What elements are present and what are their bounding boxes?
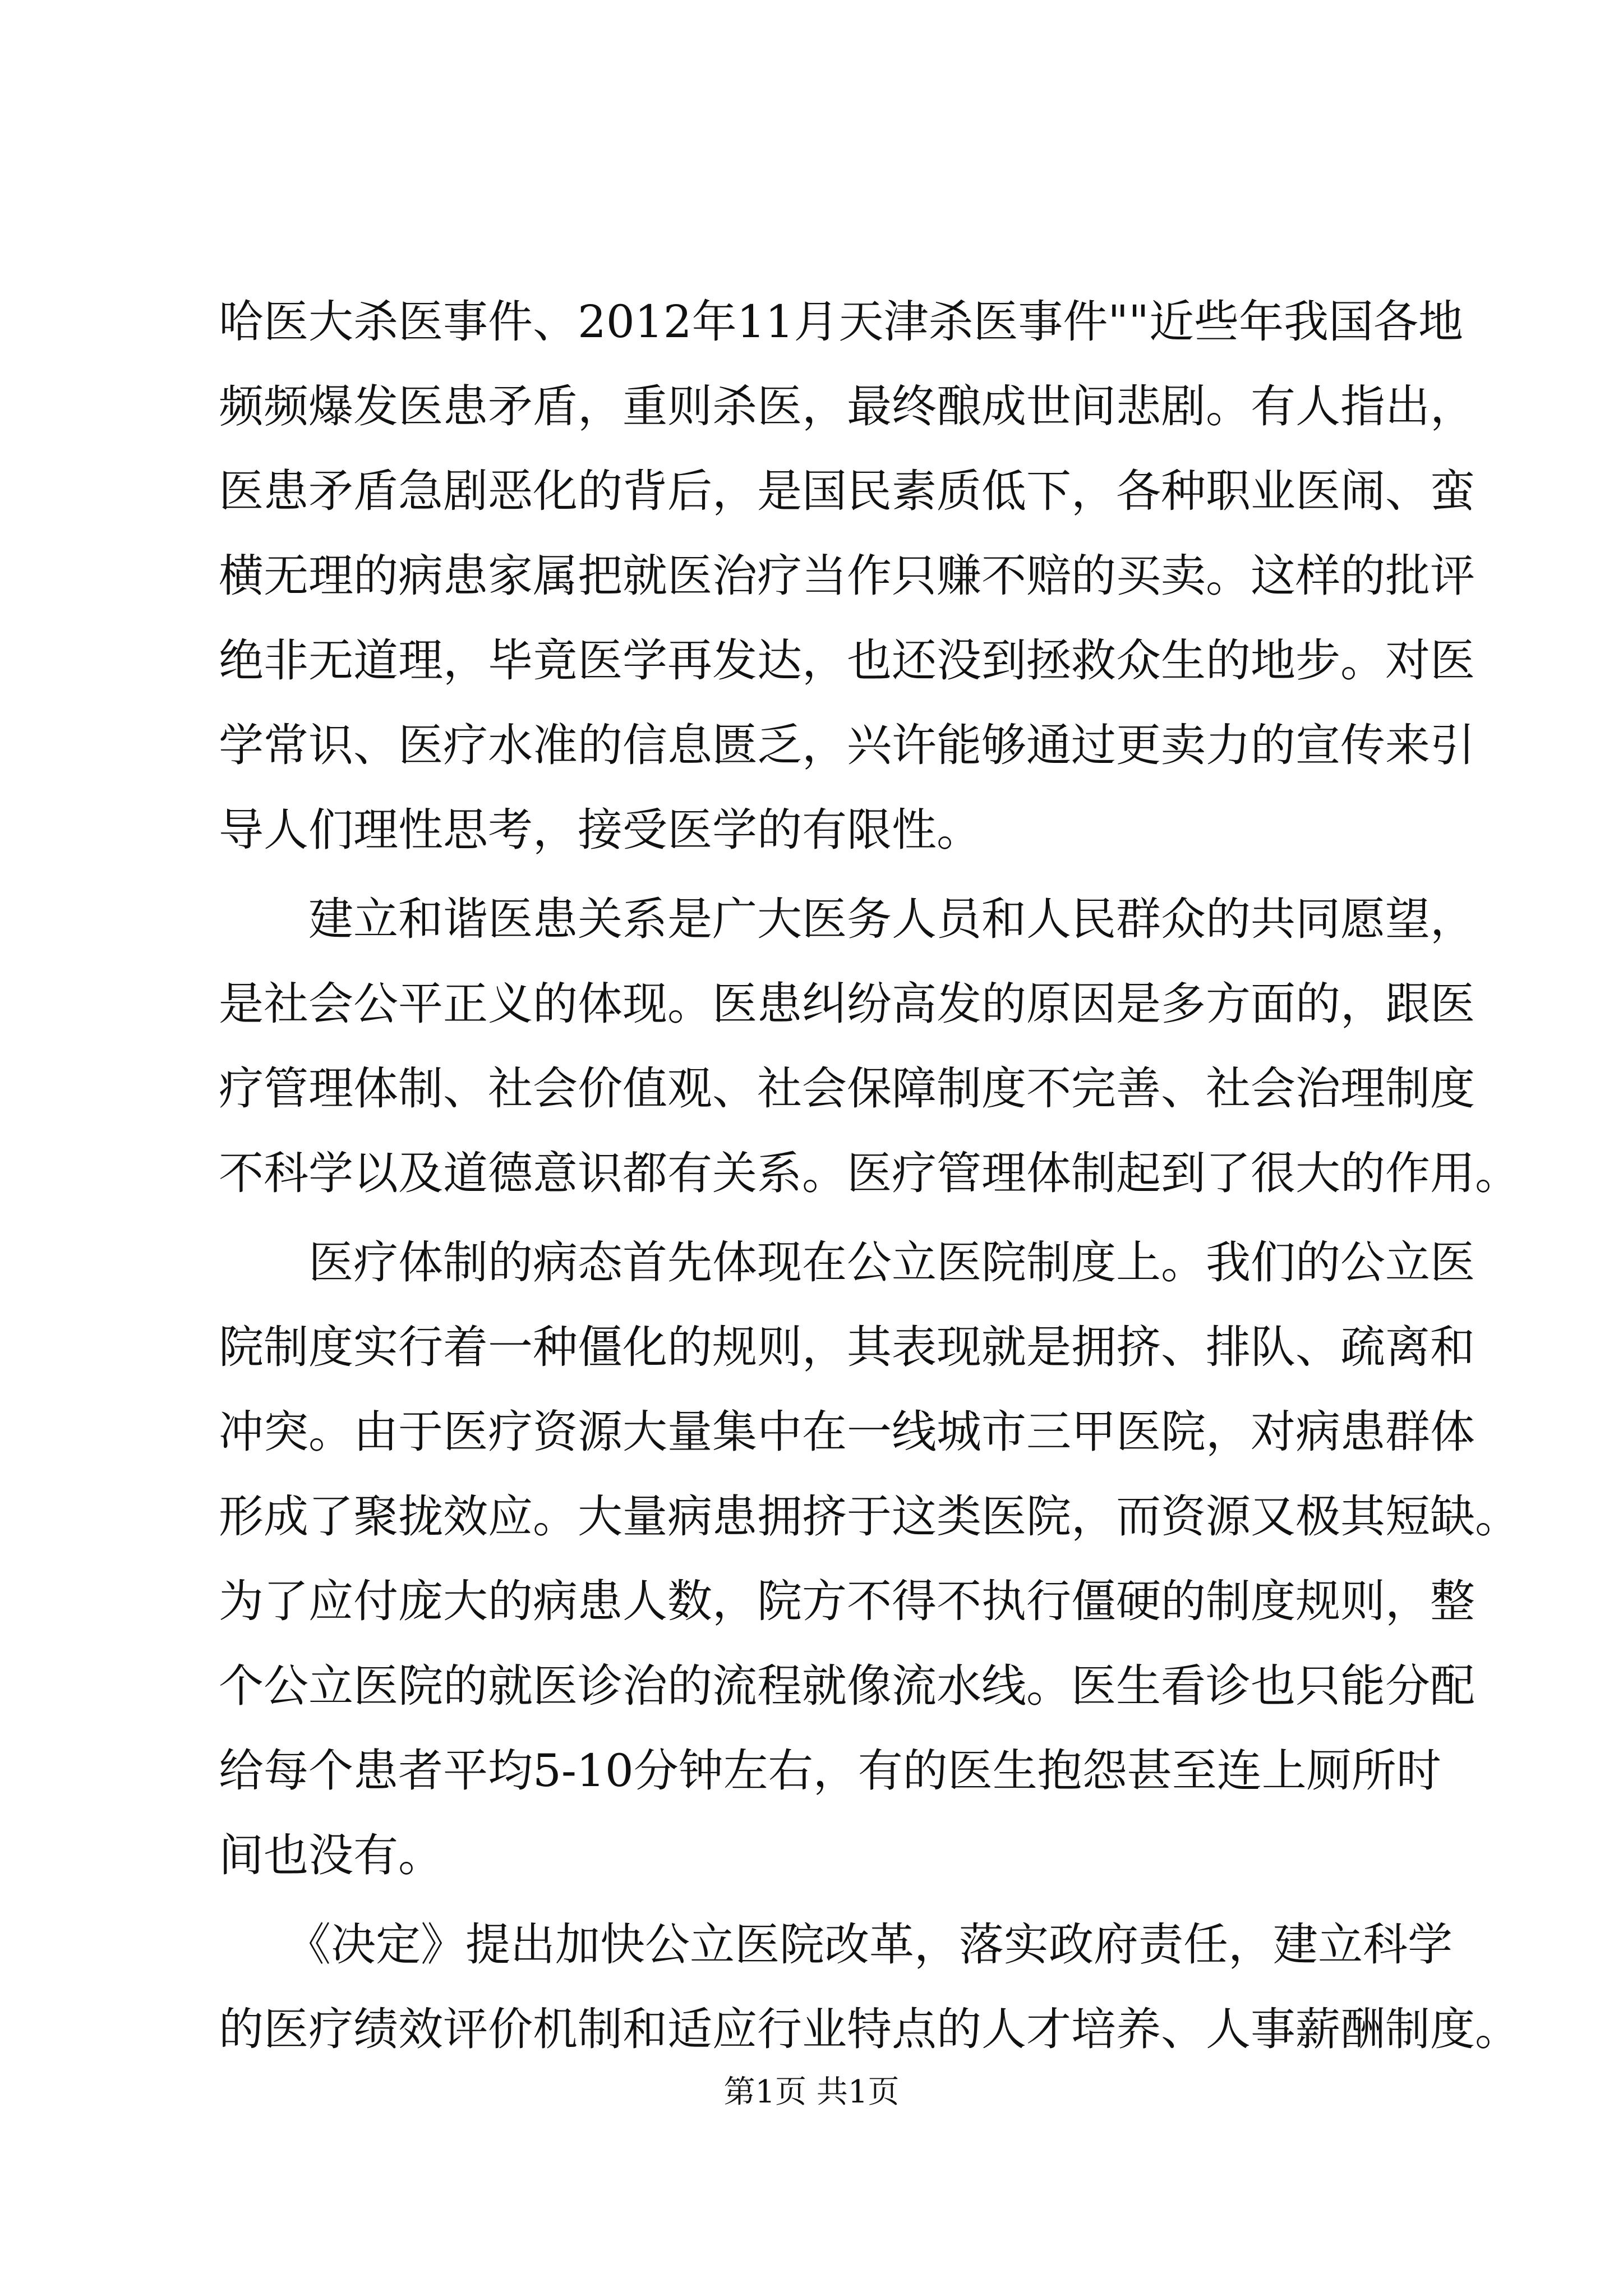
text-line: 哈医大杀医事件、2012年11月天津杀医事件""近些年我国各地 (219, 296, 1463, 348)
text-line: 为了应付庞大的病患人数，院方不得不执行僵硬的制度规则，整 (219, 1575, 1475, 1627)
text-line: 频频爆发医患矛盾，重则杀医，最终酿成世间悲剧。有人指出， (219, 380, 1475, 432)
page-footer: 第1页 共1页 (723, 2074, 900, 2110)
text-line: 是社会公平正义的体现。医患纠纷高发的原因是多方面的，跟医 (219, 978, 1475, 1030)
paragraph (219, 279, 1475, 872)
document-body (219, 279, 1520, 2072)
text-line: 学常识、医疗水准的信息匮乏，兴许能够通过更卖力的宣传来引 (219, 719, 1475, 771)
text-line: 疗管理体制、社会价值观、社会保障制度不完善、社会治理制度 (219, 1062, 1475, 1115)
text-line: 院制度实行着一种僵化的规则，其表现就是拥挤、排队、疏离和 (219, 1321, 1475, 1373)
text-line: 横无理的病患家属把就医治疗当作只赚不赔的买卖。这样的批评 (219, 550, 1475, 602)
text-line: 冲突。由于医疗资源大量集中在一线城市三甲医院，对病患群体 (219, 1406, 1475, 1458)
paragraph (219, 877, 1520, 1216)
text-line: 绝非无道理，毕竟医学再发达，也还没到拯救众生的地步。对医 (219, 634, 1475, 687)
paragraph (219, 1902, 1520, 2072)
text-line: 不科学以及道德意识都有关系。医疗管理体制起到了很大的作用。 (219, 1147, 1520, 1199)
text-line: 医患矛盾急剧恶化的背后，是国民素质低下，各种职业医闹、蛮 (219, 465, 1475, 517)
text-line: 导人们理性思考，接受医学的有限性。 (219, 804, 981, 856)
text-line: 形成了聚拢效应。大量病患拥挤于这类医院，而资源又极其短缺。 (219, 1490, 1520, 1543)
text-line: 《决定》提出加快公立医院改革，落实政府责任，建立科学 (219, 1918, 1453, 1971)
paragraph (219, 1220, 1520, 1898)
text-line: 建立和谐医患关系是广大医务人员和人民群众的共同愿望， (219, 893, 1475, 945)
text-line: 的医疗绩效评价机制和适应行业特点的人才培养、人事薪酬制度。 (219, 2003, 1520, 2055)
text-line: 个公立医院的就医诊治的流程就像流水线。医生看诊也只能分配 (219, 1660, 1475, 1712)
text-line: 间也没有。 (219, 1829, 443, 1881)
text-line: 给每个患者平均5-10分钟左右，有的医生抱怨甚至连上厕所时 (219, 1745, 1441, 1797)
text-line: 医疗体制的病态首先体现在公立医院制度上。我们的公立医 (219, 1236, 1475, 1289)
